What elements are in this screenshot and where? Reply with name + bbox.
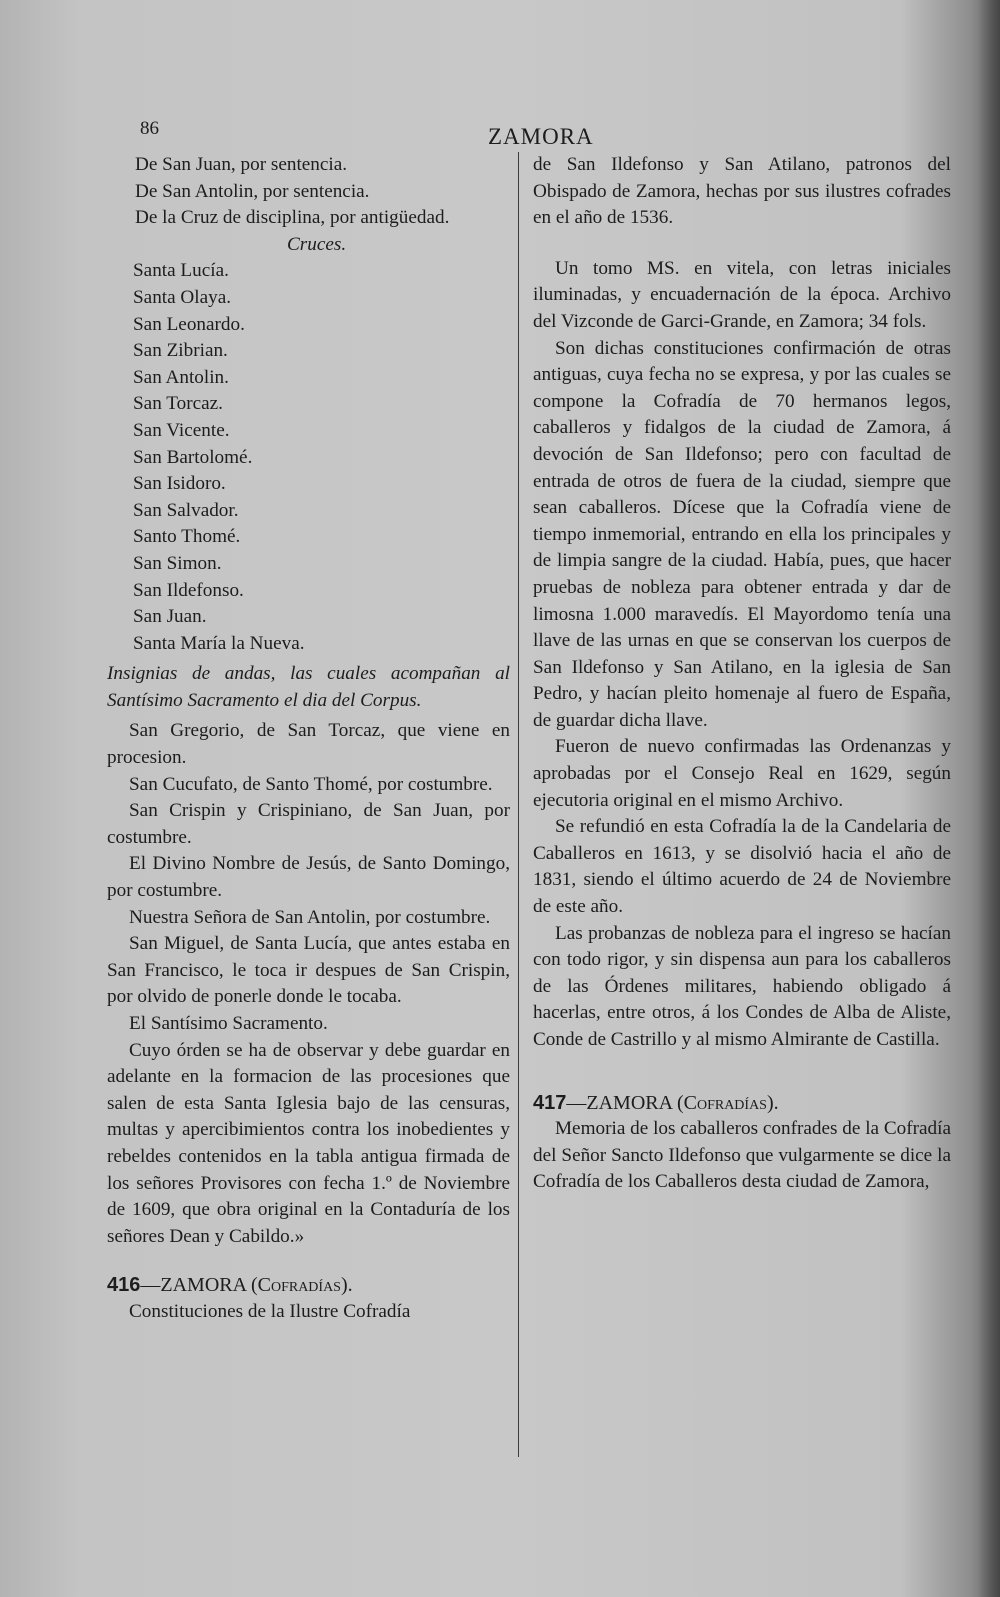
cruz-item: San Bartolomé. bbox=[133, 446, 253, 468]
entry-place: —ZAMORA bbox=[140, 1274, 246, 1297]
cruz-item: Santo Thomé. bbox=[133, 526, 241, 548]
page-number: 86 bbox=[140, 118, 159, 139]
entry-number: 417 bbox=[533, 1091, 567, 1114]
entry-number: 416 bbox=[107, 1274, 141, 1297]
entry-417-text: Memoria de los caballeros confrades de la Cofradía del Señor Sancto Ildefonso que vulgarmente se dice la Cofradía de los Caballeros desta ciudad de Zamora, bbox=[533, 1118, 951, 1193]
insignia-item: Nuestra Señora de San Antolin, por costumbre. bbox=[129, 906, 491, 928]
left-column bbox=[107, 152, 510, 1326]
cruz-item: San Salvador. bbox=[133, 499, 239, 521]
manuscript-description: Un tomo MS. en vitela, con letras iniciales iluminadas, y encuadernación de la época. Archivo del Vizconde de Garci-Grande, en Zamora; 34 fols. bbox=[533, 257, 951, 332]
insignia-item: El Divino Nombre de Jesús, de Santo Domingo, por costumbre. bbox=[107, 853, 510, 902]
cruz-item: San Isidoro. bbox=[133, 473, 226, 495]
cruz-item: Santa María la Nueva. bbox=[133, 632, 305, 654]
text-line: De San Juan, por sentencia. bbox=[135, 154, 348, 175]
entry-416-text: Constituciones de la Ilustre Cofradía bbox=[129, 1300, 411, 1322]
cruz-item: San Antolin. bbox=[133, 366, 229, 388]
commentary-paragraph: Las probanzas de nobleza para el ingreso se hacían con todo rigor, y sin dispensa aun para los caballeros de las Órdenes militares, habiendo obligado á hacerlas, entre otros, á los Condes de Alba de Aliste, Conde de Castrillo y al mismo Almirante de Castilla. bbox=[533, 922, 951, 1050]
commentary-paragraph: Son dichas constituciones confirmación de otras antiguas, cuya fecha no se expresa, y por las cuales se compone la Cofradía de 70 hermanos legos, caballeros y fidalgos de la ciudad de Zamora, á devoción de San Ildefonso; pero con facultad de entrada de otros de fuera de la ciudad, siempre que sean caballeros. Dícese que la Cofradía viene de tiempo inmemorial, entrando en ella los principales y de limpia sangre de la ciudad. Había, pues, que hacer pruebas de nobleza para obtener entrada y dar de limosna 1.000 maravedís. El Mayordomo tenía una llave de las urnas en que se conservan los cuerpos de San Ildefonso y San Atilano, en la iglesia de San Pedro, y hacían pleito homenaje al fuero de España, de guardar dicha llave. bbox=[533, 337, 951, 731]
page-edge-shadow bbox=[978, 0, 1000, 1597]
column-divider bbox=[518, 152, 519, 1457]
cruz-item: San Juan. bbox=[133, 606, 207, 628]
text-line: De la Cruz de disciplina, por antigüedad. bbox=[135, 207, 450, 229]
commentary-paragraph: Fueron de nuevo confirmadas las Ordenanzas y aprobadas por el Consejo Real en 1629, según ejecutoria original en el mismo Archivo. bbox=[533, 736, 951, 811]
running-head: ZAMORA bbox=[488, 124, 594, 149]
entry-place: —ZAMORA bbox=[566, 1091, 672, 1114]
cruz-item: San Vicente. bbox=[133, 419, 230, 441]
insignias-heading: Insignias de andas, las cuales acompañan al Santísimo Sacramento el dia del Corpus. bbox=[107, 663, 510, 711]
cruz-item: San Leonardo. bbox=[133, 313, 245, 335]
entry-417-heading bbox=[533, 1090, 951, 1117]
text-line: De San Antolin, por sentencia. bbox=[135, 180, 370, 202]
insignia-item: San Crispin y Crispiniano, de San Juan, por costumbre. bbox=[107, 800, 510, 848]
cruz-item: Santa Olaya. bbox=[133, 286, 232, 308]
closing-paragraph: Cuyo órden se ha de observar y debe guardar en adelante en la formacion de las procesiones que salen de esta Santa Iglesia bajo de las censuras, multas y apercibimientos contra los inobedientes y rebeldes contenidos en la tabla antigua firmada de los señores Provisores con fecha 1.º de Noviembre de 1609, que obra original en la Contaduría de los señores Dean y Cabildo.» bbox=[107, 1039, 510, 1247]
cruz-item: San Zibrian. bbox=[133, 340, 228, 362]
entry-416-continuation: de San Ildefonso y San Atilano, patronos del Obispado de Zamora, hechas por sus ilustres cofrades en el año de 1536. bbox=[533, 154, 951, 229]
cruces-heading: Cruces. bbox=[287, 233, 347, 255]
insignia-item: San Cucufato, de Santo Thomé, por costumbre. bbox=[129, 773, 493, 795]
insignia-item: San Gregorio, de San Torcaz, que viene en procesion. bbox=[107, 720, 510, 769]
cruz-item: Santa Lucía. bbox=[133, 260, 229, 282]
entry-category: (Cofradías). bbox=[676, 1091, 779, 1114]
cruz-item: San Torcaz. bbox=[133, 393, 223, 415]
cruz-item: San Ildefonso. bbox=[133, 579, 244, 601]
insignia-item: San Miguel, de Santa Lucía, que antes estaba en San Francisco, le toca ir despues de San Crispin, por olvido de ponerle donde le tocaba. bbox=[107, 933, 510, 1008]
entry-category: (Cofradías). bbox=[250, 1274, 353, 1297]
insignia-item: El Santísimo Sacramento. bbox=[129, 1013, 328, 1034]
cruz-item: San Simon. bbox=[133, 552, 222, 574]
entry-416-heading bbox=[107, 1272, 510, 1299]
commentary-paragraph: Se refundió en esta Cofradía la de la Candelaria de Caballeros en 1613, y se disolvió hacia el año de 1831, siendo el último acuerdo de 24 de Noviembre de este año. bbox=[533, 816, 951, 918]
right-column bbox=[533, 152, 951, 1196]
